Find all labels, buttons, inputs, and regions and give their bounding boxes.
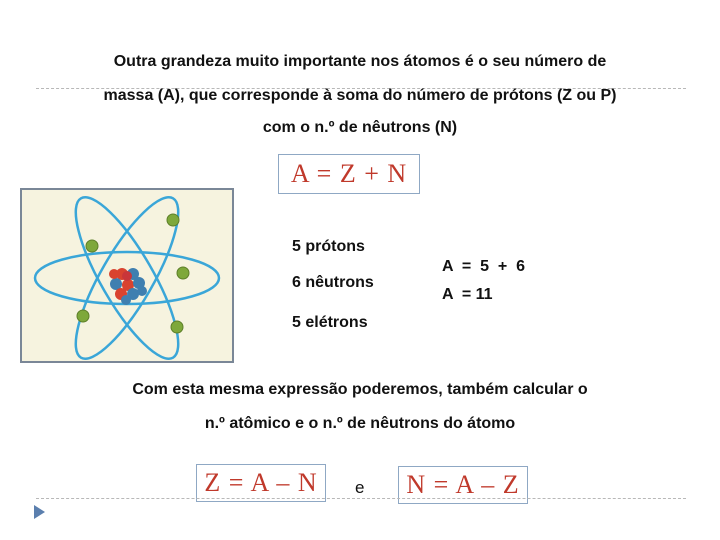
outro-line-1: Com esta mesma expressão poderemos, também calcular o xyxy=(132,381,588,398)
atom-illustration xyxy=(20,188,234,363)
intro-line-3: com o n.º de nêutrons (N) xyxy=(262,119,458,136)
connector-text: e xyxy=(355,478,365,497)
electron xyxy=(167,214,179,226)
next-slide-arrow-icon[interactable] xyxy=(34,505,45,519)
main-formula-box: A = Z + N xyxy=(278,154,420,194)
mass-calculation: A = 5 + 6 xyxy=(442,258,526,275)
atom-icon xyxy=(22,190,232,361)
neutrons-label: 6 nêutrons xyxy=(292,274,374,291)
electron xyxy=(177,267,189,279)
protons-label: 5 prótons xyxy=(292,238,365,255)
electron xyxy=(86,240,98,252)
neutron xyxy=(137,286,147,296)
proton xyxy=(122,271,132,281)
proton xyxy=(109,269,119,279)
neutron-number-formula-box: N = A – Z xyxy=(398,466,528,504)
neutron xyxy=(121,295,131,305)
atomic-number-formula-box: Z = A – N xyxy=(196,464,326,502)
intro-line-1: Outra grandeza muito importante nos átomos é o seu número de xyxy=(113,53,607,70)
electrons-label: 5 elétrons xyxy=(292,314,368,331)
bottom-divider xyxy=(36,498,686,499)
nucleus xyxy=(109,268,147,305)
outro-line-2: n.º atômico e o n.º de nêutrons do átomo xyxy=(204,415,516,432)
mass-result: A = 11 xyxy=(442,286,493,303)
intro-line-2: massa (A), que corresponde à soma do número de prótons (Z ou P) xyxy=(103,87,617,104)
electron xyxy=(77,310,89,322)
electron xyxy=(171,321,183,333)
